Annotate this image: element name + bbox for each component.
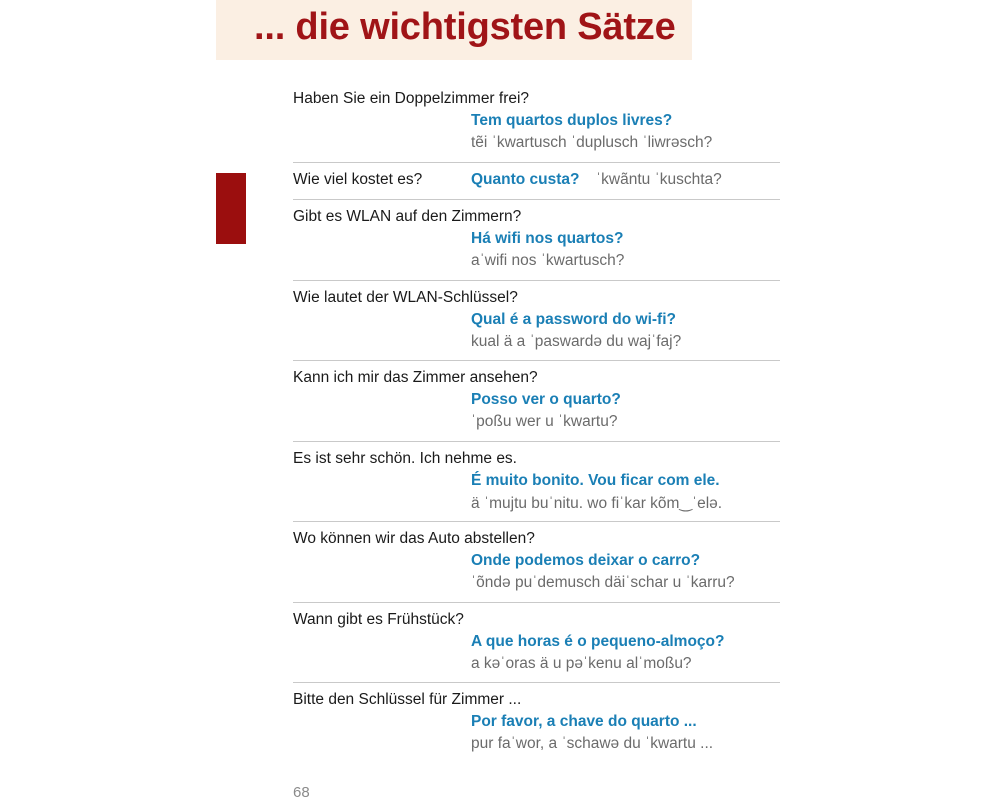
- phrase-list: [293, 85, 780, 763]
- german-phrase: Wie viel kostet es?: [293, 171, 423, 188]
- german-phrase: Bitte den Schlüssel für Zimmer ...: [293, 691, 522, 708]
- german-phrase: Wann gibt es Frühstück?: [293, 611, 464, 628]
- phrase-entry: [293, 163, 780, 200]
- phrase-entry: [293, 442, 780, 522]
- pronunciation: ˈpoßu wer u ˈkwartu?: [471, 413, 618, 430]
- pronunciation: ˈkwãntu ˈkuschta?: [596, 171, 722, 188]
- page-title: ... die wichtigsten Sätze: [254, 6, 676, 48]
- phrase-entry: [293, 683, 780, 763]
- pronunciation: aˈwifi nos ˈkwartusch?: [471, 252, 625, 269]
- pronunciation: kual ä a ˈpaswardə du wajˈfaj?: [471, 333, 682, 350]
- german-phrase: Gibt es WLAN auf den Zimmern?: [293, 208, 522, 225]
- title-banner: [216, 0, 692, 60]
- phrase-entry: [293, 281, 780, 361]
- chapter-marker-tab: [216, 173, 246, 244]
- page-number: 68: [293, 784, 310, 800]
- pronunciation: pur faˈwor, a ˈschawə du ˈkwartu ...: [471, 735, 714, 752]
- portuguese-phrase: Há wifi nos quartos?: [471, 230, 624, 247]
- portuguese-phrase: Quanto custa?: [471, 171, 580, 188]
- portuguese-phrase: A que horas é o pequeno-almoço?: [471, 633, 725, 650]
- phrase-entry: [293, 522, 780, 603]
- german-phrase: Wie lautet der WLAN-Schlüssel?: [293, 289, 518, 306]
- portuguese-phrase: Qual é a password do wi-fi?: [471, 311, 676, 328]
- pronunciation: a kəˈoras ä u pəˈkenu alˈmoßu?: [471, 655, 692, 672]
- phrase-entry: [293, 603, 780, 683]
- pronunciation: ä ˈmujtu buˈnitu. wo fiˈkar kõm‿ˈelə.: [471, 495, 723, 512]
- german-phrase: Kann ich mir das Zimmer ansehen?: [293, 369, 538, 386]
- phrase-entry: [293, 200, 780, 281]
- german-phrase: Es ist sehr schön. Ich nehme es.: [293, 450, 517, 467]
- portuguese-phrase: Tem quartos duplos livres?: [471, 112, 673, 129]
- portuguese-phrase: Onde podemos deixar o carro?: [471, 552, 701, 569]
- german-phrase: Haben Sie ein Doppelzimmer frei?: [293, 90, 530, 107]
- portuguese-phrase: Posso ver o quarto?: [471, 391, 621, 408]
- portuguese-phrase: Por favor, a chave do quarto ...: [471, 713, 697, 730]
- phrase-entry: [293, 361, 780, 442]
- german-phrase: Wo können wir das Auto abstellen?: [293, 530, 535, 547]
- pronunciation: ˈõndə puˈdemusch däiˈschar u ˈkarru?: [471, 574, 735, 591]
- pronunciation: tẽi ˈkwartusch ˈduplusch ˈliwrəsch?: [471, 134, 713, 151]
- phrase-entry: [293, 85, 780, 163]
- portuguese-phrase: É muito bonito. Vou ficar com ele.: [471, 472, 720, 489]
